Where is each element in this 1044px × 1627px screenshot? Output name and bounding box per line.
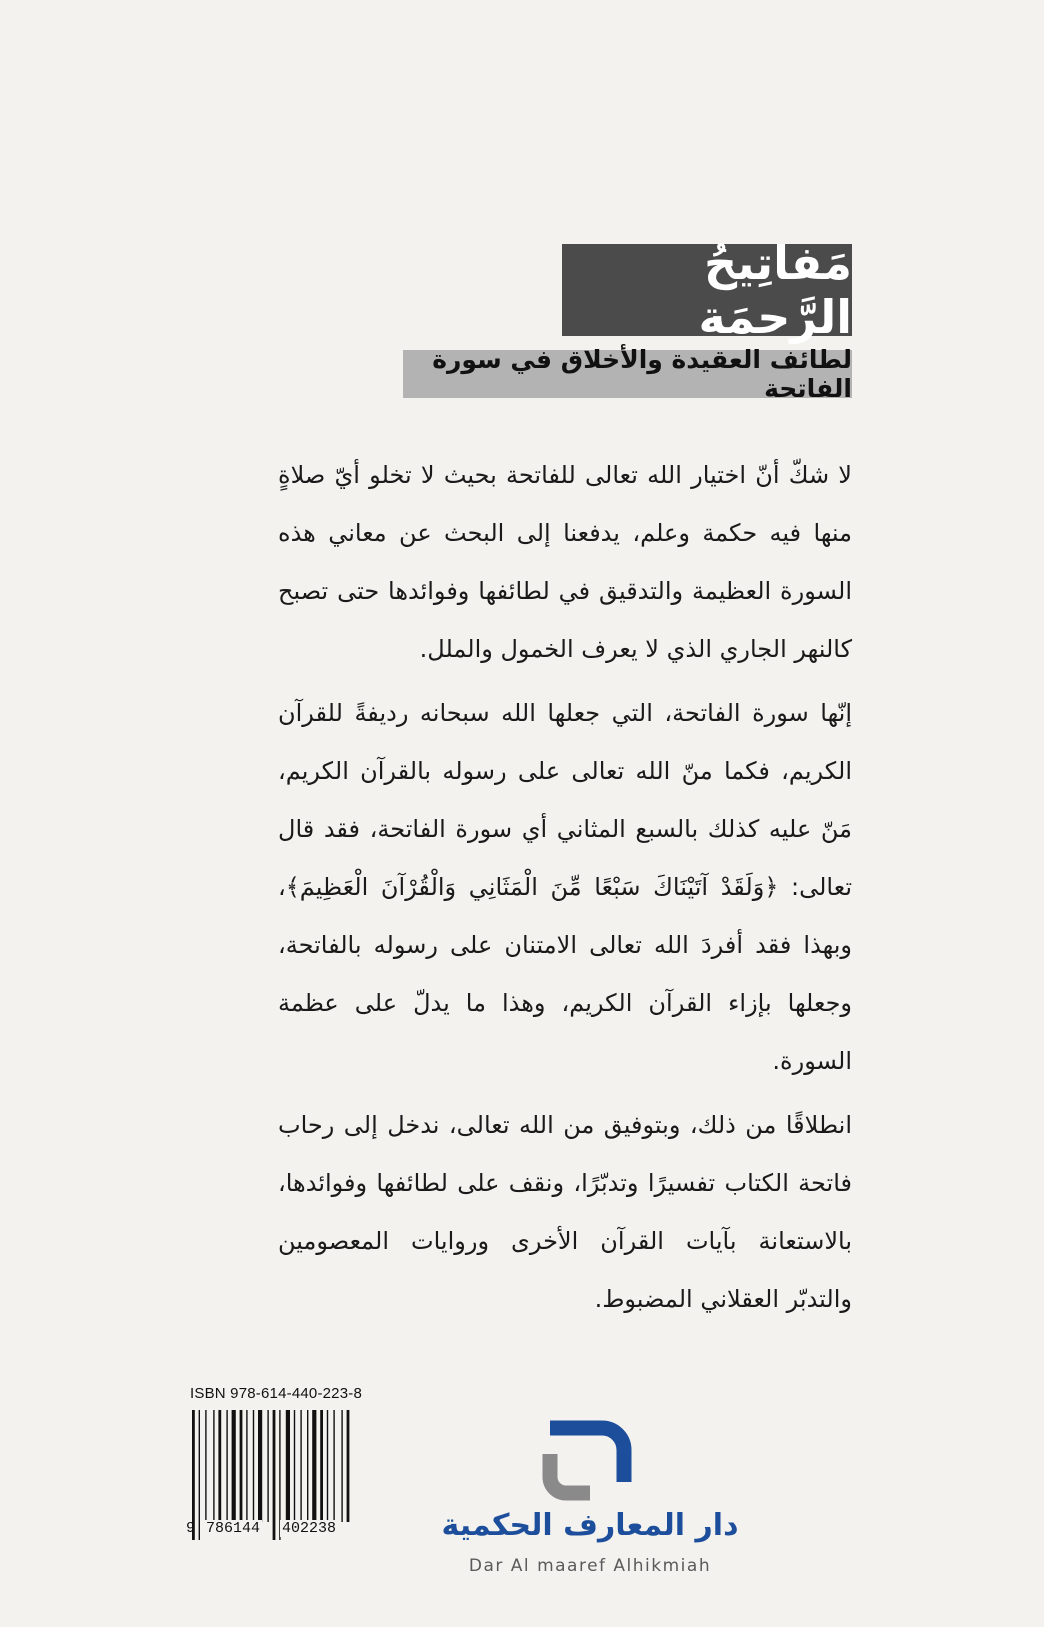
barcode-bar	[253, 1410, 254, 1522]
barcode-bar	[333, 1410, 334, 1522]
barcode-lead-digit: 9	[186, 1520, 196, 1537]
barcode-digit-group-1: 786144	[206, 1520, 261, 1537]
barcode-bar	[320, 1410, 323, 1522]
publisher-logo-icon	[540, 1418, 640, 1503]
barcode-bar	[294, 1410, 295, 1522]
barcode-digits	[186, 1520, 356, 1542]
blurb-paragraph-1: لا شكّ أنّ اختيار الله تعالى للفاتحة بحيث لا تخلو أيّ صلاةٍ منها فيه حكمة وعلم، يدفعنا إلى البحث عن معاني هذه السورة العظيمة والتدقيق في لطائفها وفوائدها حتى تصبح كالنهر الجاري الذي لا يعرف الخمول والملل.	[278, 461, 852, 663]
publisher-name-arabic: دار المعارف الحكمية	[441, 1508, 739, 1543]
barcode-bar	[258, 1410, 262, 1522]
blurb-paragraph-3: انطلاقًا من ذلك، وبتوفيق من الله تعالى، ندخل إلى رحاب فاتحة الكتاب تفسيرًا وتدبّرًا، ونقف على لطائفها وفوائدها، بالاستعانة بآيات القرآن الأخرى وروايات المعصومين والتدبّر العقلاني المضبوط.	[278, 1111, 852, 1313]
barcode-bar	[205, 1410, 206, 1522]
blurb	[278, 446, 852, 1334]
barcode-bar	[232, 1410, 236, 1522]
barcode-bar	[312, 1410, 316, 1522]
book-subtitle: لطائف العقيدة والأخلاق في سورة الفاتحة	[403, 350, 852, 398]
blurb-paragraph-2: إنّها سورة الفاتحة، التي جعلها الله سبحانه رديفةً للقرآن الكريم، فكما منّ الله تعالى على رسوله بالقرآن الكريم، مَنّ عليه كذلك بالسبع المثاني أي سورة الفاتحة، فقد قال تعالى: ﴿وَلَقَدْ آتَيْنَاكَ سَبْعًا مِّنَ الْمَثَانِي وَالْقُرْآنَ الْعَظِيمَ﴾، وبهذا فقد أفردَ الله تعالى الامتنان على رسوله بالفاتحة، وجعلها بإزاء القرآن الكريم، وهذا ما يدلّ على عظمة السورة.	[278, 699, 852, 1075]
barcode-bar	[246, 1410, 247, 1522]
barcode-bar	[286, 1410, 290, 1522]
barcode-bar	[300, 1410, 301, 1522]
book-title: مَفاتِيحُ الرَّحمَة	[562, 244, 852, 336]
barcode-bar	[240, 1410, 243, 1522]
barcode-bar	[307, 1410, 308, 1522]
barcode-bar	[341, 1410, 342, 1522]
barcode-digit-group-2: 402238	[282, 1520, 337, 1537]
barcode-bar	[226, 1410, 227, 1522]
barcode-bar	[218, 1410, 221, 1522]
barcode-bar	[267, 1410, 268, 1522]
barcode-bar	[327, 1410, 328, 1522]
publisher-name-english: Dar Al maaref Alhikmiah	[468, 1556, 712, 1576]
barcode-bar	[347, 1410, 350, 1522]
isbn-label: ISBN 978-614-440-223-8	[190, 1385, 363, 1402]
barcode-bar	[213, 1410, 214, 1522]
